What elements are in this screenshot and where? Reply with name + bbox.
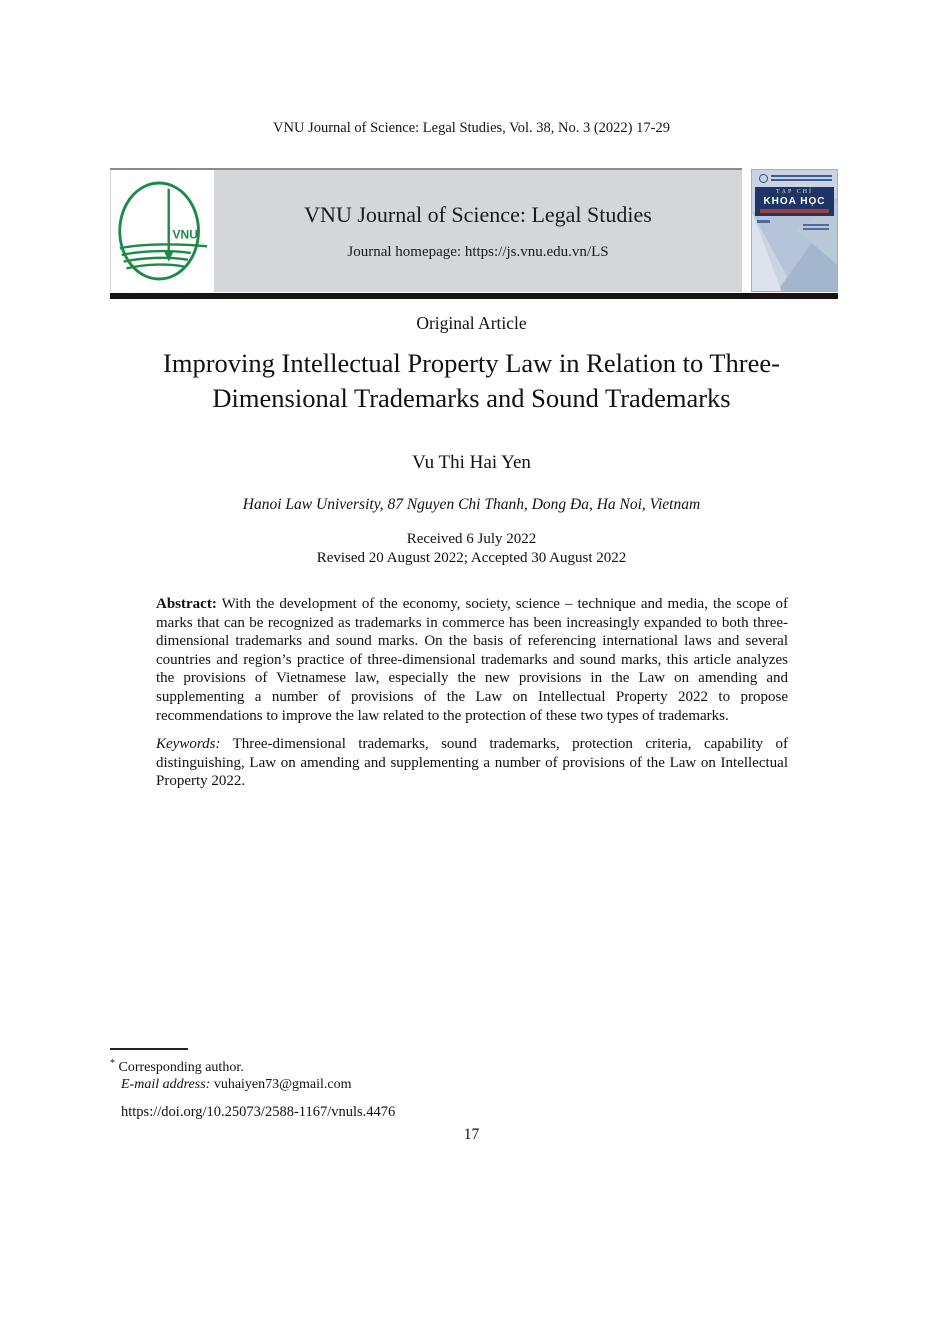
cover-khoa-hoc: KHOA HỌC [763,196,826,207]
header-rule [110,293,838,299]
cover-meta-lines [803,222,829,232]
article-type: Original Article [416,313,527,333]
running-head: VNU Journal of Science: Legal Studies, Vol. 38, No. 3 (2022) 17-29 [273,120,670,136]
abstract-paragraph [156,595,788,725]
corresponding-author-line [110,1055,540,1076]
abstract-text: With the development of the economy, society, science – technique and media, the scope of marks that can be recognized as trademarks in commerce has been increasingly expanded to both three-dimensional trademarks and sound marks. On the basis of referencing international laws and several countries and region’s practice of three-dimensional trademarks and sound marks, this article analyzes the provisions of Vietnamese law, especially the new provisions in the Law on amending and supplementing a number of provisions of the Law on Intellectual Property 2022 to propose recommendations to improve the law related to the protection of these two types of trademarks. [156,596,788,724]
article-title-line2: Dimensional Trademarks and Sound Trademarks [212,383,731,413]
footnote-rule [110,1048,188,1050]
keywords-paragraph [156,735,788,791]
article-dates [0,530,943,568]
doi-link[interactable]: https://doi.org/10.25073/2588-1167/vnuls.4476 [121,1104,396,1120]
email-line [110,1076,540,1093]
journal-title: VNU Journal of Science: Legal Studies [304,201,652,227]
journal-banner [110,168,838,292]
revised-accepted-date: Revised 20 August 2022; Accepted 30 August 2022 [316,550,627,566]
keywords-text: Three-dimensional trademarks, sound trademarks, protection criteria, capability of distinguishing, Law on amending and supplementing a number of provisions of the Law on Intellectual Property 2022. [156,736,788,790]
cover-tap-chi: TẠP CHÍ [776,189,813,195]
cover-publisher-lines [771,173,832,183]
cover-red-strip [760,209,829,213]
journal-homepage-link[interactable]: Journal homepage: https://js.vnu.edu.vn/LS [347,243,609,260]
article-title [60,346,883,416]
author-name: Vu Thi Hai Yen [412,452,531,473]
email-address[interactable]: vuhaiyen73@gmail.com [213,1077,352,1092]
vnu-logo-icon [114,175,210,287]
footnote-block [110,1048,540,1121]
article-title-line1: Improving Intellectual Property Law in Relation to Three- [163,348,780,378]
author-affiliation: Hanoi Law University, 87 Nguyen Chi Thanh, Dong Đa, Ha Noi, Vietnam [242,496,701,513]
abstract-section [156,595,788,791]
abstract-label: Abstract: [156,596,217,612]
vnu-logo-text: VNU [172,227,198,242]
banner-main [110,168,742,292]
corresponding-author-text: Corresponding author. [118,1060,244,1075]
cover-publisher-logo-icon [759,174,768,183]
cover-volume-mark [757,220,770,223]
email-label: E-mail address: [121,1077,211,1092]
banner-center [214,170,742,292]
cover-publisher-row [759,173,832,183]
cover-title-band [755,187,834,216]
vnu-logo [110,170,212,292]
journal-cover-thumbnail [751,169,838,292]
page-number: 17 [463,1126,480,1143]
footnote-marker: * [110,1058,115,1069]
keywords-label: Keywords: [156,736,221,753]
received-date: Received 6 July 2022 [406,531,537,547]
